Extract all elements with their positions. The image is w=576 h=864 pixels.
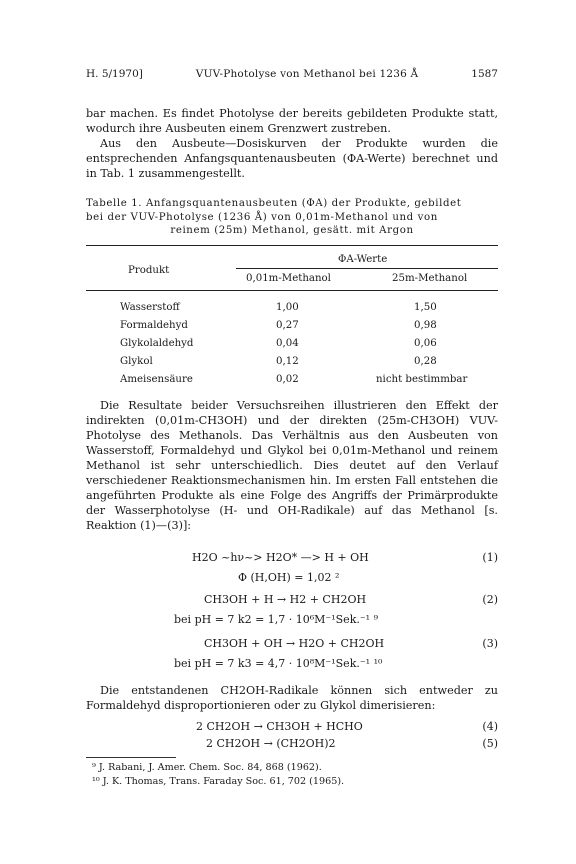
equation-2b: bei pH = 7 k2 = 1,7 · 10⁶M⁻¹Sek.⁻¹ ⁹	[174, 613, 378, 626]
body-paragraph-4: Die entstandenen CH2OH-Radikale können sich entweder zu Formaldehyd disproportionieren oder zu Glykol dimerisieren:	[86, 684, 498, 712]
table-row-v1: 0,12	[276, 356, 299, 367]
caption-line-2: bei der VUV-Photolyse (1236 Å) von 0,01m-Methanol und von	[86, 211, 438, 223]
table-row-v2: 1,50	[414, 302, 437, 313]
table-head-subrule	[236, 268, 498, 269]
table-top-rule	[86, 245, 498, 246]
running-header	[86, 68, 498, 80]
equation-5: 2 CH2OH → (CH2OH)2	[206, 737, 336, 750]
body-paragraph-3: Die Resultate beider Versuchsreihen illustrieren den Effekt der indirekten (0,01m-CH3OH) und der direkten (25m-CH3OH) VUV-Photolyse des Methanols. Das Verhältnis aus den Ausbeuten von Wasserstoff, Formaldehyd und Glykol bei 0,01m-Methanol und reinem Methanol ist sehr unterschiedlich. Dies deutet auf den Verlauf verschiedener Reaktionsmechanismen hin. Im ersten Fall entstehen die angeführten Produkte als eine Folge des Angriffs der Primärprodukte der Wasserphotolyse (H- und OH-Radikale) auf das Methanol [s. Reaktion (1)—(3)]:	[86, 399, 498, 532]
equation-4-number: (4)	[482, 720, 498, 733]
caption-line-1: Tabelle 1. Anfangsquantenausbeuten (ΦA) der Produkte, gebildet	[86, 198, 462, 209]
table-row-v2: 0,06	[414, 338, 437, 349]
intro-paragraph-1: bar machen. Es findet Photolyse der bereits gebildeten Produkte statt, wodurch ihre Ausbeuten einem Grenzwert zustreben.	[86, 107, 498, 135]
table-head-values: ΦA-Werte	[338, 254, 388, 265]
equation-1: H2O ~hν~> H2O* —> H + OH	[192, 551, 369, 564]
table-row-v1: 0,02	[276, 374, 299, 385]
table-row-name: Glykolaldehyd	[120, 338, 194, 349]
equation-2-number: (2)	[482, 593, 498, 606]
table-row-v1: 0,27	[276, 320, 299, 331]
table-row-name: Ameisensäure	[120, 374, 193, 385]
table-row-v2: 0,98	[414, 320, 437, 331]
intro-paragraph-2: Aus den Ausbeute—Dosiskurven der Produkte wurden die entsprechenden Anfangsquantenausbeuten (ΦA-Werte) berechnet und in Tab. 1 zusammengestellt.	[86, 137, 498, 180]
equation-1b: Φ (H,OH) = 1,02 ²	[238, 571, 340, 584]
header-left: H. 5/1970]	[86, 68, 143, 80]
table-head-col1: 0,01m-Methanol	[246, 273, 331, 284]
table-row-name: Formaldehyd	[120, 320, 188, 331]
table-head-product: Produkt	[128, 265, 170, 276]
footnote-10: ¹⁰ J. K. Thomas, Trans. Faraday Soc. 61, 702 (1965).	[92, 776, 345, 787]
table-row-v1: 0,04	[276, 338, 299, 349]
table-row-name: Wasserstoff	[120, 302, 180, 313]
table-caption	[86, 197, 498, 238]
header-title: VUV-Photolyse von Methanol bei 1236 Å	[195, 68, 419, 80]
equation-3-number: (3)	[482, 637, 498, 650]
table-row-name: Glykol	[120, 356, 153, 367]
equation-5-number: (5)	[482, 737, 498, 750]
equation-2: CH3OH + H → H2 + CH2OH	[204, 593, 367, 606]
table-row-v2: 0,28	[414, 356, 437, 367]
equation-1-number: (1)	[482, 551, 498, 564]
table-row-v1: 1,00	[276, 302, 299, 313]
table-head-col2: 25m-Methanol	[392, 273, 468, 284]
caption-line-3: reinem (25m) Methanol, gesätt. mit Argon	[170, 225, 414, 236]
table-head-rule	[86, 290, 498, 291]
footnote-rule	[86, 757, 176, 758]
table-row-v2: nicht bestimmbar	[376, 374, 468, 385]
footnote-9: ⁹ J. Rabani, J. Amer. Chem. Soc. 84, 868 (1962).	[92, 762, 322, 773]
equation-4: 2 CH2OH → CH3OH + HCHO	[196, 720, 363, 733]
equation-3b: bei pH = 7 k3 = 4,7 · 10⁸M⁻¹Sek.⁻¹ ¹⁰	[174, 657, 383, 670]
page-number: 1587	[471, 68, 498, 80]
equation-3: CH3OH + OH → H2O + CH2OH	[204, 637, 385, 650]
